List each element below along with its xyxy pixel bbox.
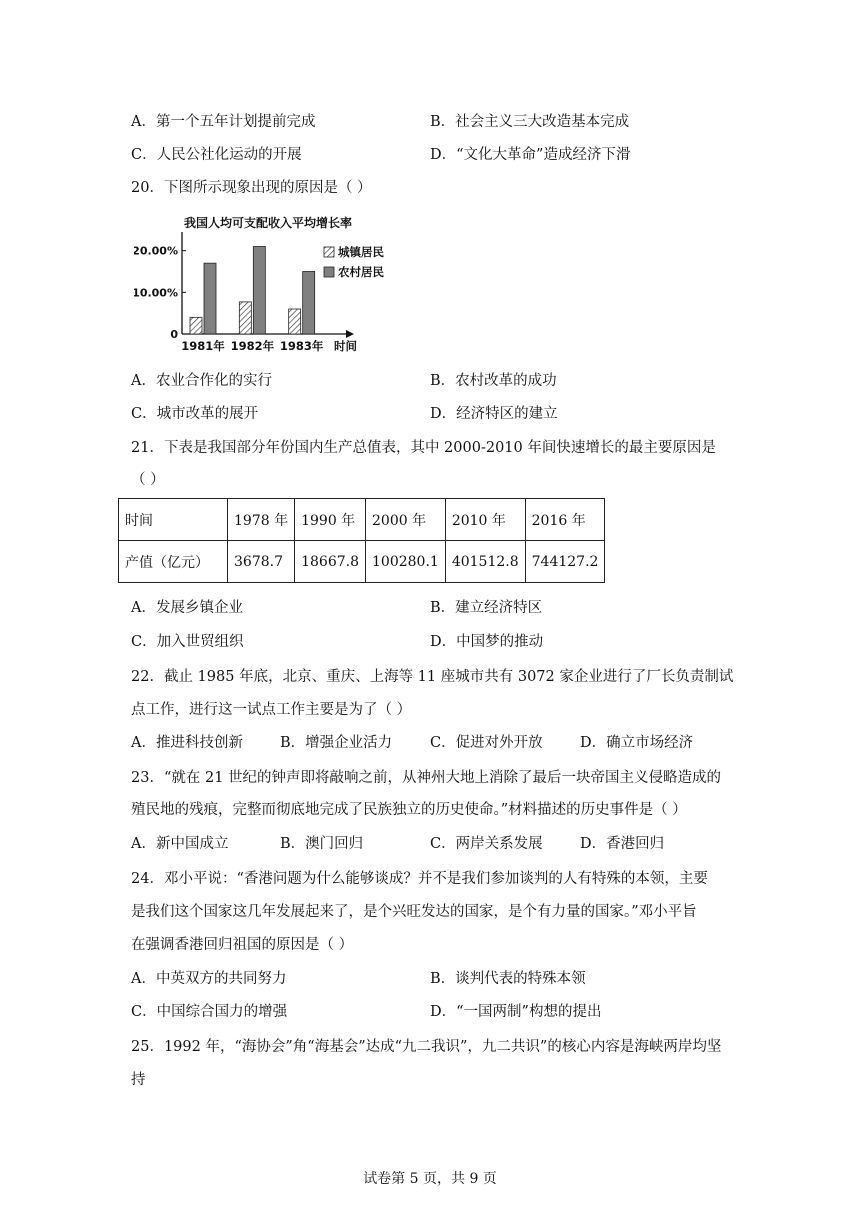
bar-rural-1982年 bbox=[253, 247, 265, 335]
q20-option-c: C．城市改革的展开 bbox=[131, 406, 259, 422]
legend-label: 农村居民 bbox=[338, 265, 384, 279]
legend-swatch bbox=[324, 267, 334, 277]
q20-option-b: B．农村改革的成功 bbox=[430, 373, 557, 389]
q23-option-b: B．澳门回归 bbox=[280, 836, 364, 852]
table-cell: 产值（亿元） bbox=[119, 541, 228, 583]
table-cell: 100280.1 bbox=[366, 541, 446, 583]
q21-option-a: A．发展乡镇企业 bbox=[131, 600, 243, 616]
x-tick-label: 1982年 bbox=[230, 339, 275, 353]
q24-stem-line1: 24．邓小平说：“香港问题为什么能够谈成？并不是我们参加谈判的人有特殊的本领，主要 bbox=[131, 871, 708, 887]
table-cell: 1978 年 bbox=[228, 499, 295, 541]
table-cell: 1990 年 bbox=[295, 499, 366, 541]
table-cell: 2010 年 bbox=[445, 499, 525, 541]
y-tick-label: 20.00% bbox=[134, 244, 178, 258]
table-cell: 401512.8 bbox=[445, 541, 525, 583]
x-axis-arrow bbox=[346, 330, 354, 338]
q22-stem-line2: 点工作，进行这一试点工作主要是为了（ ） bbox=[131, 702, 412, 718]
q21-option-c: C．加入世贸组织 bbox=[131, 634, 244, 650]
y-tick-label: 0 bbox=[170, 328, 178, 341]
q25-stem-line1: 25．1992 年，“海协会”角“海基会”达成“九二我识”，九二共识”的核心内容是海峡两岸均坚 bbox=[131, 1039, 722, 1055]
table-cell: 时间 bbox=[119, 499, 228, 541]
table-cell: 3678.7 bbox=[228, 541, 295, 583]
chart-svg bbox=[134, 212, 394, 362]
chart-title: 我国人均可支配收入平均增长率 bbox=[184, 216, 353, 230]
q19-option-b: B．社会主义三大改造基本完成 bbox=[430, 114, 630, 130]
q24-option-d: D．“一国两制”构想的提出 bbox=[430, 1004, 602, 1020]
q20-option-d: D．经济特区的建立 bbox=[430, 406, 558, 422]
q23-stem-line2: 殖民地的残痕，完整而彻底地完成了民族独立的历史使命。”材料描述的历史事件是（ ） bbox=[131, 802, 687, 818]
bar-urban-1982年 bbox=[239, 302, 251, 334]
q22-stem-line1: 22．截止 1985 年底，北京、重庆、上海等 11 座城市共有 3072 家企业进行了厂长负责制试 bbox=[131, 669, 734, 685]
q23-option-a: A．新中国成立 bbox=[131, 836, 229, 852]
q21-stem-line2: （ ） bbox=[131, 472, 165, 488]
q22-option-b: B．增强企业活力 bbox=[280, 735, 393, 751]
x-tick-label: 1981年 bbox=[181, 339, 225, 353]
q23-stem-line1: 23．“就在 21 世纪的钟声即将敲响之前，从神州大地上消除了最后一块帝国主义侵略造成的 bbox=[131, 770, 722, 786]
y-tick-label: 10.00% bbox=[134, 286, 178, 300]
bar-urban-1981年 bbox=[190, 317, 202, 334]
gdp-table bbox=[118, 498, 605, 583]
table-row bbox=[119, 541, 605, 583]
q19-option-d: D．“文化大革命”造成经济下滑 bbox=[430, 147, 631, 163]
table-header-row bbox=[119, 499, 605, 541]
bar-urban-1983年 bbox=[289, 309, 301, 334]
q19-option-c: C．人民公社化运动的开展 bbox=[131, 147, 302, 163]
q19-option-a: A．第一个五年计划提前完成 bbox=[131, 114, 316, 130]
q24-option-a: A．中英双方的共同努力 bbox=[131, 971, 287, 987]
q20-option-a: A．农业合作化的实行 bbox=[131, 373, 272, 389]
q21-option-d: D．中国梦的推动 bbox=[430, 634, 544, 650]
q23-option-d: D．香港回归 bbox=[580, 836, 665, 852]
q21-option-b: B．建立经济特区 bbox=[430, 600, 543, 616]
q20-stem: 20．下图所示现象出现的原因是（ ） bbox=[131, 180, 372, 196]
q24-stem-line2: 是我们这个国家这几年发展起来了，是个兴旺发达的国家，是个有力量的国家。”邓小平旨 bbox=[131, 904, 697, 920]
legend-label: 城镇居民 bbox=[338, 245, 384, 259]
q25-stem-line2: 持 bbox=[131, 1072, 146, 1088]
page-footer: 试卷第 5 页，共 9 页 bbox=[363, 1171, 497, 1187]
q24-option-b: B．谈判代表的特殊本领 bbox=[430, 971, 586, 987]
table-cell: 2016 年 bbox=[525, 499, 605, 541]
x-tick-label: 1983年 bbox=[279, 339, 324, 353]
q24-stem-line3: 在强调香港回归祖国的原因是（ ） bbox=[131, 937, 354, 953]
table-cell: 2000 年 bbox=[366, 499, 446, 541]
x-axis-label: 时间 bbox=[334, 339, 357, 353]
legend-swatch bbox=[324, 247, 334, 257]
q22-option-a: A．推进科技创新 bbox=[131, 735, 243, 751]
q22-option-d: D．确立市场经济 bbox=[580, 735, 694, 751]
bar-rural-1981年 bbox=[204, 263, 216, 334]
q21-stem-line1: 21．下表是我国部分年份国内生产总值表，其中 2000-2010 年间快速增长的最主要原因是 bbox=[131, 440, 716, 456]
q22-option-c: C．促进对外开放 bbox=[430, 735, 543, 751]
income-growth-chart bbox=[134, 212, 394, 362]
q23-option-c: C．两岸关系发展 bbox=[430, 836, 543, 852]
table-cell: 18667.8 bbox=[295, 541, 366, 583]
bar-rural-1983年 bbox=[303, 272, 315, 335]
table-cell: 744127.2 bbox=[525, 541, 605, 583]
q24-option-c: C．中国综合国力的增强 bbox=[131, 1004, 288, 1020]
